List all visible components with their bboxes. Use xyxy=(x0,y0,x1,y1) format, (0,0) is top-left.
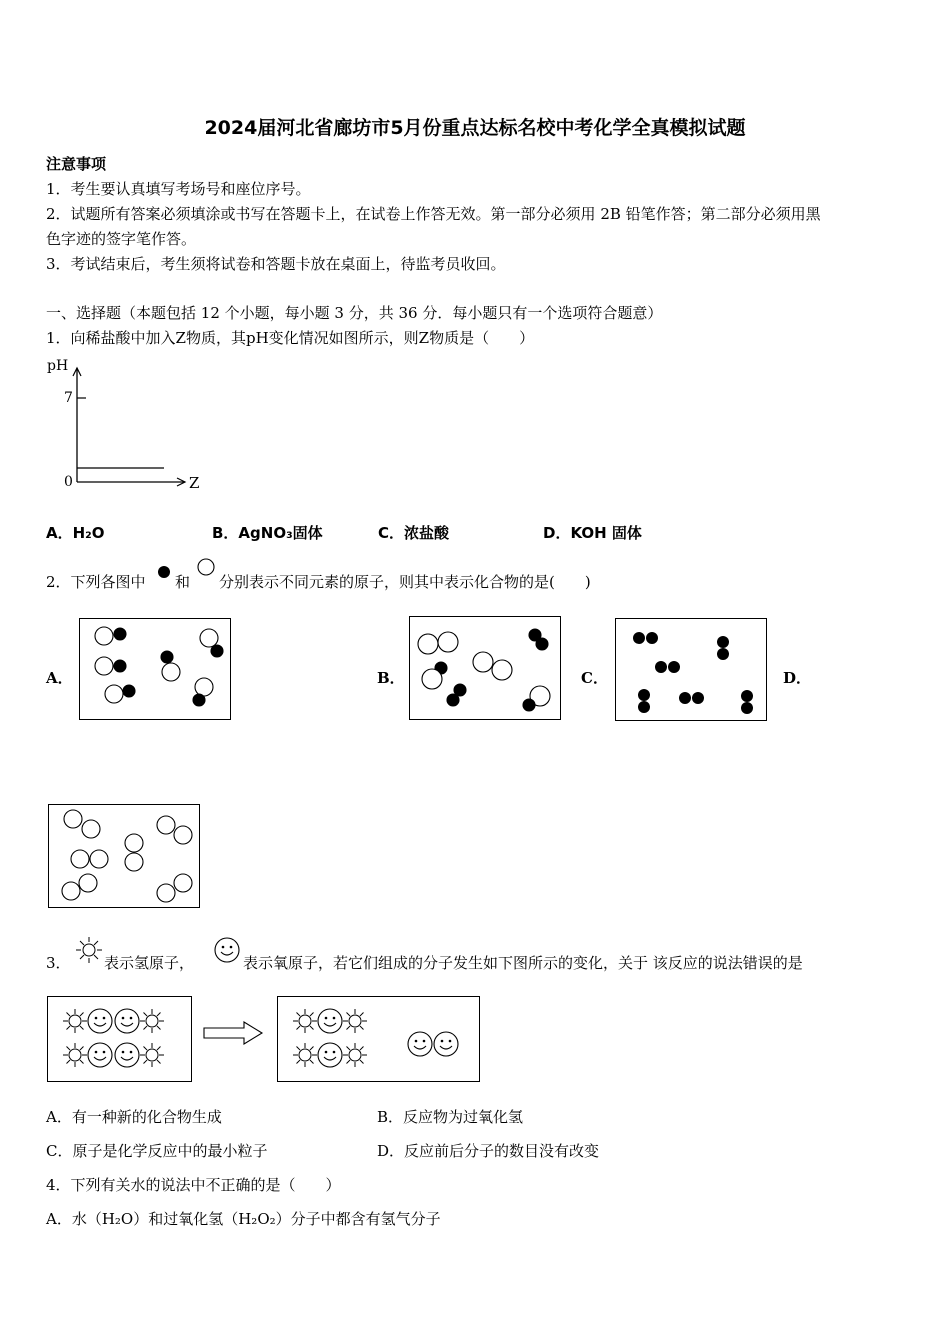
oxygen-atom-icon xyxy=(318,1009,342,1033)
section-heading: 一、选择题（本题包括 12 个小题，每小题 3 分，共 36 分．每小题只有一个选项符合题意） xyxy=(46,304,663,322)
q1-y-axis-label: pH xyxy=(47,358,69,374)
oxygen-atom-icon xyxy=(408,1032,432,1056)
q2-diagram-c xyxy=(615,618,767,721)
q2-label-a: A． xyxy=(46,669,73,687)
q3-option-c: C．原子是化学反应中的最小粒子 xyxy=(46,1142,268,1160)
q2-label-d: D． xyxy=(783,669,812,687)
oxygen-atom-icon xyxy=(115,1009,139,1033)
hydrogen-atom-icon xyxy=(343,1009,367,1033)
q2-stem-start: 2．下列各图中 xyxy=(46,573,146,591)
q1-origin-label: 0 xyxy=(64,474,73,490)
q2-diagram-b xyxy=(409,616,561,720)
q1-x-axis-label: Z xyxy=(189,474,200,492)
q3-stem-hydrogen: 表示氢原子， xyxy=(104,954,195,972)
notice-item-2: 2．试题所有答案必须填涂或书写在答题卡上，在试卷上作答无效。第一部分必须用 2B 铅笔作答；第二部分必须用黑 xyxy=(46,205,821,223)
q3-option-d: D．反应前后分子的数目没有改变 xyxy=(377,1142,600,1160)
q3-stem-rest: 表示氧原子，若它们组成的分子发生如下图所示的变化，关于 该反应的说法错误的是 xyxy=(243,954,803,972)
sun-hydrogen-icon xyxy=(76,937,102,963)
q3-reactants-box xyxy=(47,996,192,1082)
oxygen-atom-icon xyxy=(318,1043,342,1067)
smiley-oxygen-icon xyxy=(213,936,241,964)
oxygen-atom-icon xyxy=(434,1032,458,1056)
oxygen-atom-icon xyxy=(88,1009,112,1033)
q4-stem: 4．下列有关水的说法中不正确的是（ ） xyxy=(46,1176,341,1194)
q1-option-d: D．KOH 固体 xyxy=(543,524,642,542)
white-atom-icon xyxy=(197,558,215,576)
oxygen-atom-icon xyxy=(115,1043,139,1067)
hydrogen-atom-icon xyxy=(343,1043,367,1067)
q1-stem: 1．向稀盐酸中加入Z物质，其pH变化情况如图所示，则Z物质是（ ） xyxy=(46,329,535,347)
q3-option-b: B．反应物为过氧化氢 xyxy=(377,1108,524,1126)
q2-stem-and: 和 xyxy=(175,573,191,591)
q3-number: 3． xyxy=(46,954,71,972)
hydrogen-atom-icon xyxy=(140,1043,164,1067)
q4-option-a: A．水（H₂O）和过氧化氢（H₂O₂）分子中都含有氢气分子 xyxy=(46,1210,441,1228)
hydrogen-atom-icon xyxy=(63,1043,87,1067)
page-title: 2024届河北省廊坊市5月份重点达标名校中考化学全真模拟试题 xyxy=(204,117,746,139)
q2-label-b: B． xyxy=(377,669,405,687)
q3-option-a: A．有一种新的化合物生成 xyxy=(46,1108,222,1126)
q1-option-a: A．H₂O xyxy=(46,524,105,542)
reaction-arrow-icon xyxy=(202,1020,264,1046)
oxygen-atom-icon xyxy=(88,1043,112,1067)
q1-option-b: B．AgNO₃固体 xyxy=(212,524,323,542)
q1-option-c: C．浓盐酸 xyxy=(378,524,450,542)
q2-label-c: C． xyxy=(581,669,608,687)
notice-item-3: 3．考试结束后，考生须将试卷和答题卡放在桌面上，待监考员收回。 xyxy=(46,255,506,273)
q1-tick-7: 7 xyxy=(64,390,73,406)
q2-stem-end: 分别表示不同元素的原子，则其中表示化合物的是( ) xyxy=(219,573,591,591)
q2-diagram-d xyxy=(48,804,200,908)
notice-item-1: 1．考生要认真填写考场号和座位序号。 xyxy=(46,180,311,198)
hydrogen-atom-icon xyxy=(293,1009,317,1033)
q2-diagram-a xyxy=(79,618,231,720)
q3-products-box xyxy=(277,996,480,1082)
black-atom-icon xyxy=(157,565,171,579)
hydrogen-atom-icon xyxy=(63,1009,87,1033)
hydrogen-atom-icon xyxy=(293,1043,317,1067)
notice-heading: 注意事项 xyxy=(46,155,107,173)
hydrogen-atom-icon xyxy=(140,1009,164,1033)
notice-item-2-cont: 色字迹的签字笔作答。 xyxy=(46,230,197,248)
